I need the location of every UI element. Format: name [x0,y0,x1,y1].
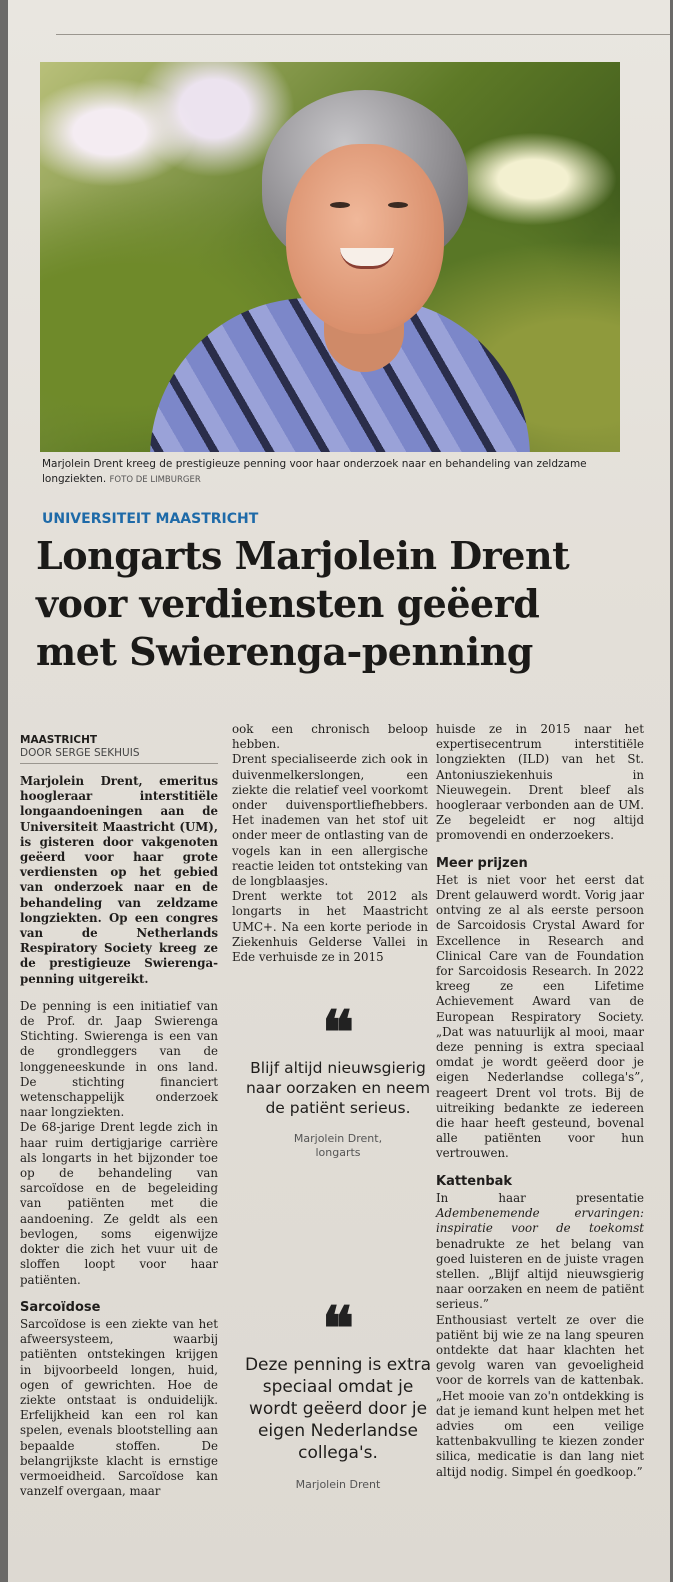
text-run: benadrukte ze het belang van goed luisteren en de juiste vragen stellen. „Blijf altijd nieuwsgierig naar oorzaken en neem de patiënt serieus.” [436,1236,644,1312]
pull-quote [240,1294,436,1492]
body-paragraph: Het is niet voor het eerst dat Drent gelauwerd wordt. Vorig jaar ontving ze al als eerste persoon de Sarcoidosis Crystal Award for Excellence in Research and Clinical Care van de Foundation for Sarcoidosis Research. In 2022 kreeg ze een Lifetime Achievement Award van de European Respiratory Society. „Dat was natuurlijk al mooi, maar deze penning is extra speciaal omdat je wordt geëerd door je eigen Nederlandse collega's”, reageert Drent vol trots. Bij de uitreiking bedankte ze iedereen die haar heeft gesteund, bovenal alle patiënten voor hun vertrouwen. [436,872,644,1161]
body-paragraph: ook een chronisch beloop hebben. [232,722,428,752]
pull-quote-attribution: Marjolein Drent [295,1478,381,1491]
column-1 [20,734,218,1499]
body-paragraph: huisde ze in 2015 naar het expertisecentrum interstitiële longziekten (ILD) van het St. Antoniusziekenhuis in Nieuwegein. Drent bleef als hoogleraar verbonden aan de UM. Ze begeleidt er nog altijd promovendi en onderzoekers. [436,722,644,843]
photo-caption [42,457,622,488]
pull-quote-attribution [240,1132,436,1160]
portrait-photo [40,62,620,452]
top-rule [56,34,670,35]
headline-line: Longarts Marjolein Drent [36,533,570,578]
presentation-title: Adembenemende ervaringen: inspiratie voor de toekomst [436,1206,644,1236]
subheading-kattenbak: Kattenbak [436,1173,513,1189]
body-paragraph: De 68-jarige Drent legde zich in haar ruim dertigjarige carrière als longarts in het bijzonder toe op de behandeling van sarcoïdose en de begeleiding van patiënten met die aandoening. Ze geldt als een bevlogen, soms eigenwijze dokter die zich het vuur uit de sloffen loopt voor haar patiënten. [20,1120,218,1287]
body-paragraph: Sarcoïdose is een ziekte van het afweersysteem, waarbij patiënten ontstekingen krijgen in bijvoorbeeld longen, huid, ogen of gewrichten. Hoe de ziekte ontstaat is onduidelijk. Erfelijkheid kan een rol kan spelen, evenals blootstelling aan bepaalde stoffen. De belangrijkste klacht is ernstige vermoeidheid. Sarcoïdose kan vanzelf overgaan, maar [20,1316,218,1499]
subheading-sarcoidose: Sarcoïdose [20,1299,101,1315]
photo-credit: FOTO DE LIMBURGER [109,475,201,485]
body-paragraph [436,1191,644,1313]
byline [20,734,218,764]
pull-quote [240,998,436,1160]
caption-text: Marjolein Drent kreeg de prestigieuze penning voor haar onderzoek naar en behandeling van zeldzame longziekten. [42,458,587,485]
headline-line: voor verdiensten geëerd [36,581,540,626]
pull-quote-text: Deze penning is extra speciaal omdat je wordt geëerd door je eigen Nederlandse collega's. [244,1355,432,1463]
body-paragraph: Enthousiast vertelt ze over die patiënt bij wie ze na lang speuren ontdekte dat haar klachten het gevolg waren van gevoeligheid voor de korrels van de kattenbak. „Het mooie van zo'n ontdekking is dat je iemand kunt helpen met het advies om een veilige kattenbakvulling te kiezen zonder silica, medicatie is dan lang niet altijd nodig. Simpel én goedkoop.” [436,1312,644,1479]
attribution-role: longarts [315,1146,361,1159]
dateline: MAASTRICHT [20,734,98,746]
body-paragraph: Drent specialiseerde zich ook in duivenmelkerslongen, een ziekte die relatief veel voorkomt onder duivensportliefhebbers. Het inademen van het stof uit onder meer de ontlasting van de vogels kan in een allergische reactie leiden tot ontsteking van de longblaasjes. [232,752,428,889]
body-paragraph: De penning is een initiatief van de Prof. dr. Jaap Swierenga Stichting. Swierenga is een van de grondleggers van de longgeneeskunde in ons land. De stichting financiert wetenschappelijk onderzoek naar longziekten. [20,998,218,1120]
photo-face [286,144,444,334]
quote-mark-icon: ❝ [321,1294,355,1364]
photo-eye [388,202,408,208]
attribution-name: Marjolein Drent, [293,1132,383,1145]
pull-quote-text: Blijf altijd nieuwsgierig naar oorzaken en neem de patiënt serieus. [245,1059,431,1117]
photo-eye [330,202,350,208]
headline [36,532,646,676]
newspaper-page [8,0,670,1582]
lead-paragraph: Marjolein Drent, emeritus hoogleraar interstitiële longaandoeningen aan de Universiteit Maastricht (UM), is gisteren door vakgenoten geëerd voor haar grote verdiensten op het gebied van onderzoek naar en de behandeling van zeldzame longziekten. Op een congres van de Netherlands Respiratory Society kreeg ze de prestigieuze Swierenga-penning uitgereikt. [20,774,218,986]
author: DOOR SERGE SEKHUIS [20,747,140,759]
text-run: In haar presentatie [436,1190,644,1205]
subheading-meer-prijzen: Meer prijzen [436,855,528,871]
section-kicker: UNIVERSITEIT MAASTRICHT [42,511,259,527]
body-paragraph: Drent werkte tot 2012 als longarts in het Maastricht UMC+. Na een korte periode in Ziekenhuis Gelderse Vallei in Ede verhuisde ze in 2015 [232,889,428,965]
column-3 [436,722,644,1480]
quote-mark-icon: ❝ [321,998,355,1068]
headline-line: met Swierenga-penning [36,629,533,674]
column-2 [232,722,428,965]
